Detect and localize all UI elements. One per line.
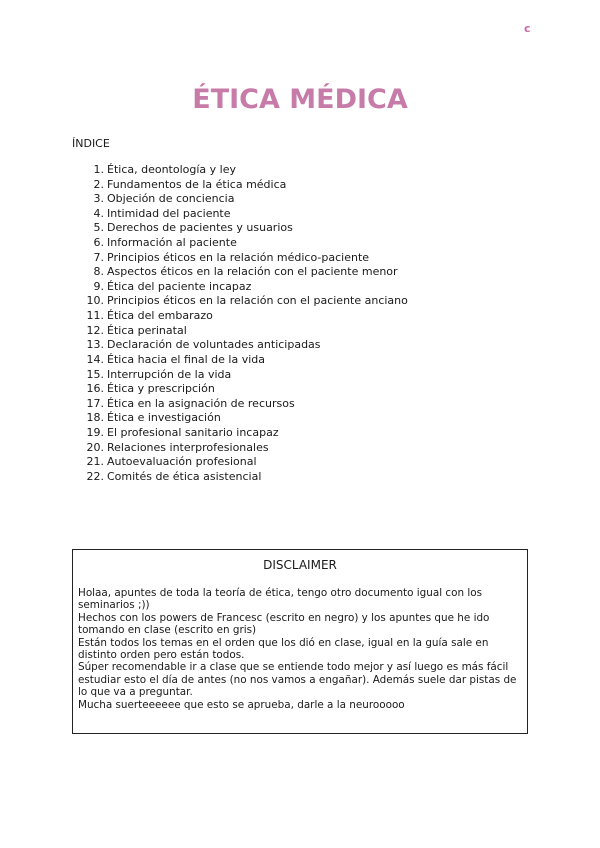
corner-mark: c — [524, 22, 531, 35]
index-item-11 — [72, 309, 408, 324]
index-number: 18. — [86, 411, 104, 425]
index-number: 22. — [86, 469, 104, 483]
disclaimer-paragraph: Están todos los temas en el orden que los dió en clase, igual en la guía sale en distinto orden pero están todos. — [78, 636, 489, 662]
index-entry-text: Ética, deontología y ley — [107, 163, 236, 176]
index-number: 9. — [93, 279, 104, 293]
index-entry-text: Ética del embarazo — [107, 309, 213, 323]
index-entry-text: El profesional sanitario incapaz — [107, 425, 279, 439]
index-entry-text: Derechos de pacientes y usuarios — [107, 221, 293, 235]
index-number: 21. — [86, 455, 104, 469]
disclaimer-paragraph: Mucha suerteeeeee que esto se aprueba, darle a la neurooooo — [78, 698, 405, 711]
document-title: ÉTICA MÉDICA — [192, 84, 408, 115]
disclaimer-paragraph: Súper recomendable ir a clase que se entiende todo mejor y así luego es más fácil estudiar esto el día de antes (no nos vamos a engañar). Además suele dar pistas de lo que va a preguntar. — [78, 661, 517, 699]
index-entry-text: Ética del paciente incapaz — [107, 279, 252, 293]
index-entry-text: Aspectos éticos en la relación con el paciente menor — [107, 265, 398, 279]
index-number: 8. — [93, 265, 104, 279]
index-entry-text: Fundamentos de la ética médica — [107, 177, 287, 191]
index-entry-text: Principios éticos en la relación médico-paciente — [107, 250, 370, 264]
disclaimer-box — [72, 549, 528, 734]
index-number: 13. — [86, 338, 104, 352]
index-item-5 — [72, 221, 408, 236]
index-number: 1. — [93, 163, 104, 176]
index-entry-text: Relaciones interprofesionales — [107, 440, 269, 454]
index-number: 19. — [86, 425, 104, 439]
index-item-10 — [72, 294, 408, 309]
index-entry-text: Autoevaluación profesional — [107, 455, 257, 469]
index-entry-text: Objeción de conciencia — [107, 192, 235, 206]
index-item-14 — [72, 353, 408, 368]
index-item-21 — [72, 455, 408, 470]
index-number: 2. — [93, 177, 104, 191]
index-item-16 — [72, 382, 408, 397]
index-number: 10. — [86, 294, 104, 308]
index-item-8 — [72, 265, 408, 280]
index-entry-text: Interrupción de la vida — [107, 367, 232, 381]
index-number: 6. — [93, 236, 104, 250]
index-item-15 — [72, 368, 408, 383]
disclaimer-title: DISCLAIMER — [263, 558, 337, 572]
index-number: 12. — [86, 323, 104, 337]
index-item-3 — [72, 192, 408, 207]
index-entry-text: Principios éticos en la relación con el paciente anciano — [107, 294, 408, 308]
index-entry-text: Ética en la asignación de recursos — [107, 396, 295, 410]
index-entry-text: Declaración de voluntades anticipadas — [107, 338, 321, 352]
index-item-12 — [72, 324, 408, 339]
index-item-7 — [72, 251, 408, 266]
index-entry-text: Intimidad del paciente — [107, 206, 231, 220]
index-entry-text: Ética y prescripción — [107, 382, 215, 396]
index-number: 16. — [86, 382, 104, 396]
index-item-6 — [72, 236, 408, 251]
index-entry-text: Ética perinatal — [107, 323, 187, 337]
index-item-9 — [72, 280, 408, 295]
index-item-1 — [72, 163, 408, 178]
index-number: 15. — [86, 367, 104, 381]
index-number: 17. — [86, 396, 104, 410]
index-item-17 — [72, 397, 408, 412]
index-entry-text: Ética hacia el final de la vida — [107, 352, 266, 366]
index-heading: ÍNDICE — [72, 137, 110, 150]
index-item-18 — [72, 411, 408, 426]
index-list — [72, 163, 408, 484]
disclaimer-paragraph: Holaa, apuntes de toda la teoría de ética, tengo otro documento igual con los seminarios ;)) — [78, 587, 483, 612]
index-item-19 — [72, 426, 408, 441]
index-entry-text: Ética e investigación — [107, 411, 221, 425]
index-item-20 — [72, 441, 408, 456]
index-item-4 — [72, 207, 408, 222]
disclaimer-paragraph: Hechos con los powers de Francesc (escrito en negro) y los apuntes que he ido tomando en clase (escrito en gris) — [78, 611, 490, 637]
index-entry-text: Comités de ética asistencial — [107, 469, 262, 483]
index-number: 4. — [93, 206, 104, 220]
index-number: 3. — [93, 192, 104, 206]
index-item-22 — [72, 470, 408, 485]
index-item-13 — [72, 338, 408, 353]
index-number: 5. — [93, 221, 104, 235]
disclaimer-body — [78, 587, 526, 711]
index-entry-text: Información al paciente — [107, 236, 237, 250]
index-number: 20. — [86, 440, 104, 454]
index-number: 11. — [86, 309, 104, 323]
index-number: 14. — [86, 352, 104, 366]
index-number: 7. — [93, 250, 104, 264]
index-item-2 — [72, 178, 408, 193]
